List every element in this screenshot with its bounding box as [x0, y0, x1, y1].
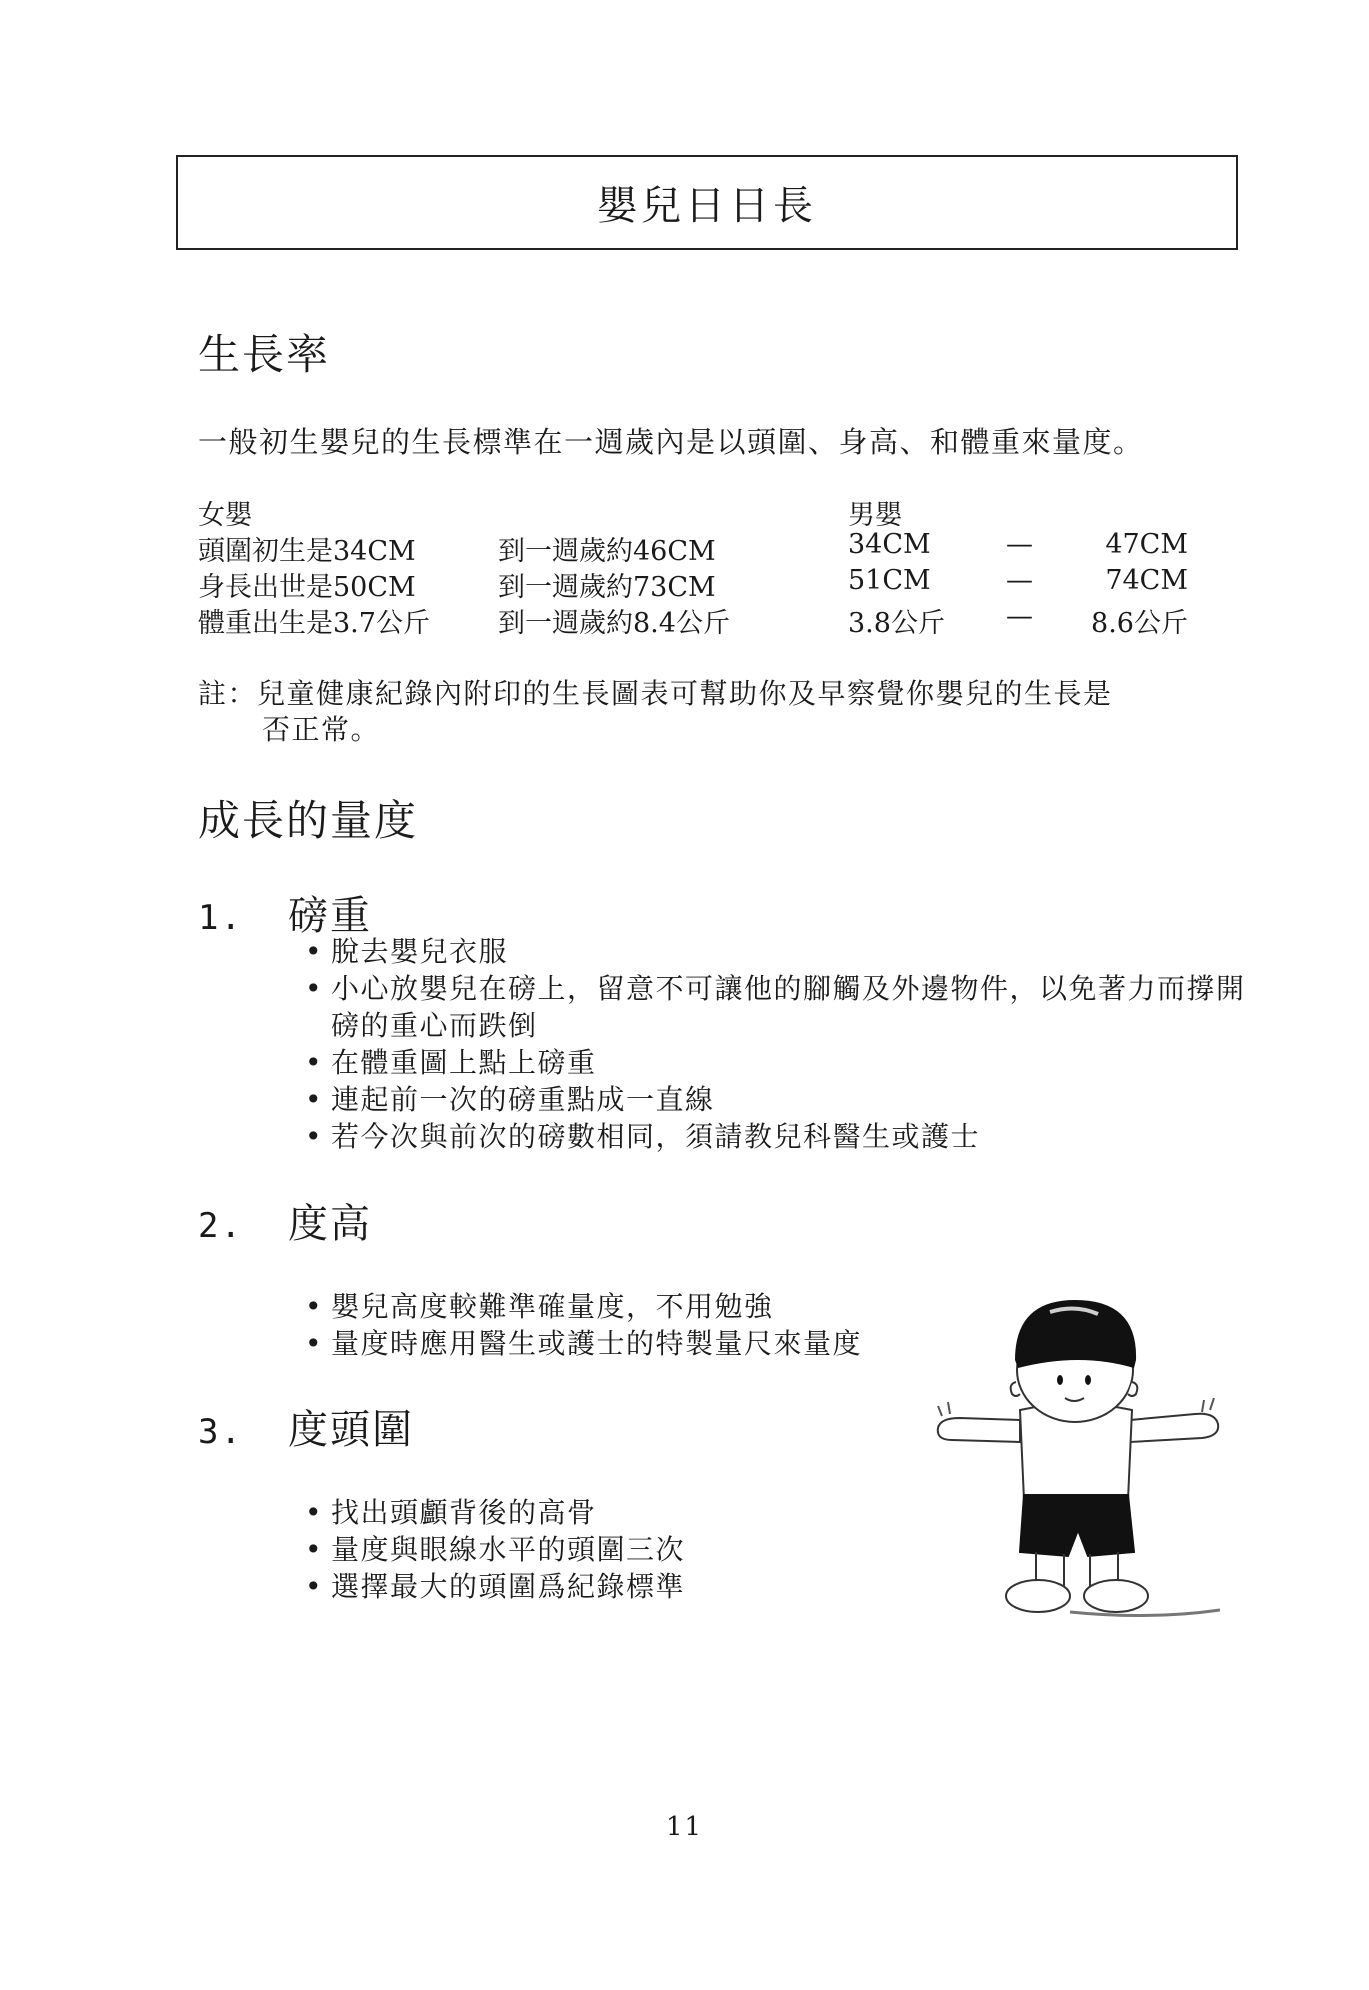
right-arm — [1130, 1414, 1218, 1442]
note-line: 註：兒童健康紀錄內附印的生長圖表可幫助你及早察覺你嬰兒的生長是 — [198, 677, 1113, 710]
list-item: • 量度時應用醫生或護士的特製量尺來量度 — [305, 1327, 863, 1360]
list-item: • 找出頭顱背後的高骨 — [305, 1496, 597, 1529]
table-cell: 47CM — [1105, 529, 1188, 560]
shadow — [1070, 1610, 1220, 1616]
table-cell: 到一週歲約73CM — [498, 572, 716, 603]
boy-illustration — [920, 1290, 1250, 1630]
item-number: 1. — [198, 898, 243, 938]
left-arm — [938, 1418, 1020, 1442]
table-cell: 身長出世是50CM — [198, 572, 416, 603]
list-item: • 小心放嬰兒在磅上，留意不可讓他的腳觸及外邊物件，以免著力而撐開磅的重心而跌倒 — [305, 972, 1246, 1042]
bullet-icon: • — [305, 935, 324, 968]
bullet-icon: • — [305, 1327, 324, 1360]
list-item: • 脫去嬰兒衣服 — [305, 935, 509, 968]
section-heading-growth-rate: 生長率 — [198, 330, 331, 379]
girl-label: 女嬰 — [198, 500, 252, 531]
bullet-icon: • — [305, 1046, 324, 1079]
table-cell: 34CM — [848, 529, 931, 560]
list-item: • 在體重圖上點上磅重 — [305, 1046, 597, 1079]
left-foot — [1006, 1580, 1070, 1612]
table-cell: 頭圍初生是34CM — [198, 536, 416, 567]
right-eye — [1085, 1375, 1091, 1385]
page-title: 嬰兒日日長 — [176, 155, 1238, 250]
table-cell: 到一週歲約46CM — [498, 536, 716, 567]
boy-label: 男嬰 — [848, 500, 902, 531]
numbered-item-head-circumference — [198, 1398, 414, 1455]
table-cell: — — [1006, 565, 1033, 596]
bullet-icon: • — [305, 972, 324, 1005]
intro-paragraph: 一般初生嬰兒的生長標準在一週歲內是以頭圍、身高、和體重來量度。 — [198, 425, 1144, 459]
list-item: • 量度與眼線水平的頭圍三次 — [305, 1533, 686, 1566]
item-title: 磅重 — [288, 893, 372, 939]
item-title: 度高 — [288, 1201, 372, 1247]
numbered-item-height — [198, 1192, 372, 1249]
left-eye — [1057, 1375, 1063, 1385]
bullet-icon: • — [305, 1496, 324, 1529]
table-cell: 8.6公斤 — [1091, 608, 1188, 639]
note-paragraph — [198, 676, 1248, 748]
section-heading-measurement: 成長的量度 — [198, 796, 419, 845]
table-cell: 到一週歲約8.4公斤 — [498, 608, 730, 639]
shorts — [1020, 1495, 1134, 1556]
bullet-list-weighing — [305, 933, 1261, 1155]
table-cell: 74CM — [1105, 565, 1188, 596]
item-number: 2. — [198, 1206, 243, 1246]
bullet-icon: • — [305, 1533, 324, 1566]
list-item: • 選擇最大的頭圍爲紀錄標準 — [305, 1570, 686, 1603]
list-item: • 連起前一次的磅重點成一直線 — [305, 1083, 715, 1116]
list-item: • 若今次與前次的磅數相同，須請教兒科醫生或護士 — [305, 1120, 981, 1153]
bullet-icon: • — [305, 1570, 324, 1603]
bullet-icon: • — [305, 1120, 324, 1153]
bullet-icon: • — [305, 1083, 324, 1116]
page-number: 11 — [665, 1812, 704, 1842]
note-line: 否正常。 — [262, 713, 381, 746]
table-cell: — — [1006, 601, 1033, 632]
list-item: • 嬰兒高度較難準確量度，不用勉強 — [305, 1290, 774, 1323]
table-cell: 體重出生是3.7公斤 — [198, 608, 430, 639]
table-cell: 3.8公斤 — [848, 608, 945, 639]
item-title: 度頭圍 — [288, 1407, 414, 1453]
right-foot — [1084, 1580, 1148, 1612]
table-cell: 51CM — [848, 565, 931, 596]
bullet-icon: • — [305, 1290, 324, 1323]
table-cell: — — [1006, 529, 1033, 560]
item-number: 3. — [198, 1412, 243, 1452]
